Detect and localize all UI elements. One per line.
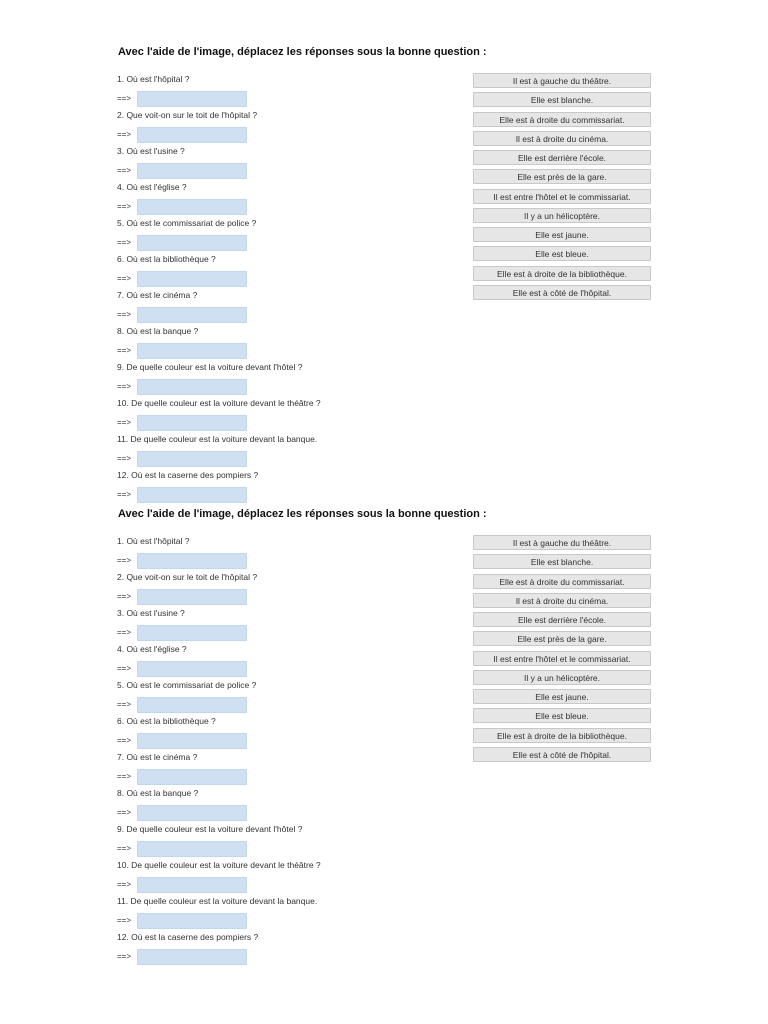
answer-chip[interactable]: Il y a un hélicoptère. (473, 208, 651, 223)
arrow-marker: ==> (117, 418, 132, 427)
question-10 (117, 398, 457, 434)
question-3 (117, 608, 457, 644)
answer-dropzone[interactable] (137, 451, 247, 467)
arrow-marker: ==> (117, 592, 132, 601)
answer-dropzone[interactable] (137, 343, 247, 359)
answer-dropzone[interactable] (137, 307, 247, 323)
question-6 (117, 716, 457, 752)
answer-chip[interactable]: Elle est blanche. (473, 92, 651, 107)
question-2 (117, 572, 457, 608)
arrow-marker: ==> (117, 490, 132, 499)
question-text: 3. Où est l'usine ? (117, 146, 185, 156)
question-text: 7. Où est le cinéma ? (117, 752, 198, 762)
question-1 (117, 536, 457, 572)
question-5 (117, 218, 457, 254)
arrow-marker: ==> (117, 238, 132, 247)
answer-chip[interactable]: Elle est jaune. (473, 689, 651, 704)
question-text: 6. Où est la bibliothèque ? (117, 254, 216, 264)
question-text: 9. De quelle couleur est la voiture devant l'hôtel ? (117, 362, 303, 372)
answer-dropzone[interactable] (137, 877, 247, 893)
question-7 (117, 290, 457, 326)
question-text: 2. Que voit-on sur le toit de l'hôpital ? (117, 572, 258, 582)
arrow-marker: ==> (117, 952, 132, 961)
question-3 (117, 146, 457, 182)
question-text: 9. De quelle couleur est la voiture devant l'hôtel ? (117, 824, 303, 834)
arrow-marker: ==> (117, 700, 132, 709)
question-text: 12. Où est la caserne des pompiers ? (117, 932, 259, 942)
arrow-marker: ==> (117, 916, 132, 925)
question-text: 2. Que voit-on sur le toit de l'hôpital ? (117, 110, 258, 120)
question-text: 3. Où est l'usine ? (117, 608, 185, 618)
answer-chip[interactable]: Il y a un hélicoptère. (473, 670, 651, 685)
arrow-marker: ==> (117, 808, 132, 817)
arrow-marker: ==> (117, 94, 132, 103)
answer-dropzone[interactable] (137, 589, 247, 605)
answer-dropzone[interactable] (137, 163, 247, 179)
question-4 (117, 644, 457, 680)
question-1 (117, 74, 457, 110)
arrow-marker: ==> (117, 736, 132, 745)
arrow-marker: ==> (117, 880, 132, 889)
answer-chip[interactable]: Elle est bleue. (473, 246, 651, 261)
arrow-marker: ==> (117, 844, 132, 853)
answer-chip[interactable]: Elle est près de la gare. (473, 631, 651, 646)
instruction: Avec l'aide de l'image, déplacez les réponses sous la bonne question : (118, 508, 487, 520)
answer-dropzone[interactable] (137, 91, 247, 107)
arrow-marker: ==> (117, 454, 132, 463)
answer-chip[interactable]: Elle est derrière l'école. (473, 150, 651, 165)
answer-chip[interactable]: Elle est à droite de la bibliothèque. (473, 728, 651, 743)
answer-chip[interactable]: Elle est à côté de l'hôpital. (473, 747, 651, 762)
answer-dropzone[interactable] (137, 379, 247, 395)
question-text: 4. Où est l'église ? (117, 182, 187, 192)
answer-chip[interactable]: Elle est blanche. (473, 554, 651, 569)
answer-dropzone[interactable] (137, 733, 247, 749)
answer-chip[interactable]: Il est à droite du cinéma. (473, 593, 651, 608)
question-6 (117, 254, 457, 290)
answer-chip[interactable]: Il est entre l'hôtel et le commissariat. (473, 651, 651, 666)
question-list (117, 536, 457, 968)
answer-dropzone[interactable] (137, 235, 247, 251)
question-8 (117, 788, 457, 824)
arrow-marker: ==> (117, 166, 132, 175)
answer-dropzone[interactable] (137, 415, 247, 431)
question-5 (117, 680, 457, 716)
question-text: 7. Où est le cinéma ? (117, 290, 198, 300)
arrow-marker: ==> (117, 382, 132, 391)
question-text: 12. Où est la caserne des pompiers ? (117, 470, 259, 480)
arrow-marker: ==> (117, 664, 132, 673)
arrow-marker: ==> (117, 310, 132, 319)
arrow-marker: ==> (117, 772, 132, 781)
answer-dropzone[interactable] (137, 805, 247, 821)
answer-dropzone[interactable] (137, 487, 247, 503)
answer-chip[interactable]: Elle est jaune. (473, 227, 651, 242)
answer-bank (473, 73, 651, 304)
question-8 (117, 326, 457, 362)
question-12 (117, 932, 457, 968)
answer-bank (473, 535, 651, 766)
answer-chip[interactable]: Il est entre l'hôtel et le commissariat. (473, 189, 651, 204)
question-text: 10. De quelle couleur est la voiture devant le théâtre ? (117, 398, 321, 408)
arrow-marker: ==> (117, 202, 132, 211)
answer-dropzone[interactable] (137, 697, 247, 713)
answer-dropzone[interactable] (137, 769, 247, 785)
arrow-marker: ==> (117, 346, 132, 355)
question-text: 4. Où est l'église ? (117, 644, 187, 654)
answer-chip[interactable]: Elle est près de la gare. (473, 169, 651, 184)
instruction: Avec l'aide de l'image, déplacez les réponses sous la bonne question : (118, 46, 487, 58)
answer-dropzone[interactable] (137, 625, 247, 641)
question-11 (117, 896, 457, 932)
answer-dropzone[interactable] (137, 841, 247, 857)
question-4 (117, 182, 457, 218)
question-list (117, 74, 457, 506)
question-text: 11. De quelle couleur est la voiture devant la banque. (117, 434, 318, 444)
question-2 (117, 110, 457, 146)
answer-chip[interactable]: Elle est à droite du commissariat. (473, 574, 651, 589)
question-11 (117, 434, 457, 470)
answer-chip[interactable]: Elle est à droite de la bibliothèque. (473, 266, 651, 281)
answer-chip[interactable]: Elle est derrière l'école. (473, 612, 651, 627)
answer-dropzone[interactable] (137, 949, 247, 965)
question-10 (117, 860, 457, 896)
answer-dropzone[interactable] (137, 661, 247, 677)
arrow-marker: ==> (117, 130, 132, 139)
question-9 (117, 362, 457, 398)
question-text: 5. Où est le commissariat de police ? (117, 218, 257, 228)
answer-chip[interactable]: Elle est bleue. (473, 708, 651, 723)
question-9 (117, 824, 457, 860)
answer-chip[interactable]: Il est à gauche du théâtre. (473, 73, 651, 88)
question-text: 1. Où est l'hôpital ? (117, 536, 190, 546)
answer-dropzone[interactable] (137, 913, 247, 929)
arrow-marker: ==> (117, 556, 132, 565)
question-text: 1. Où est l'hôpital ? (117, 74, 190, 84)
question-7 (117, 752, 457, 788)
question-text: 10. De quelle couleur est la voiture devant le théâtre ? (117, 860, 321, 870)
answer-chip[interactable]: Il est à droite du cinéma. (473, 131, 651, 146)
question-text: 8. Où est la banque ? (117, 326, 199, 336)
answer-dropzone[interactable] (137, 127, 247, 143)
arrow-marker: ==> (117, 628, 132, 637)
answer-dropzone[interactable] (137, 553, 247, 569)
answer-dropzone[interactable] (137, 199, 247, 215)
answer-dropzone[interactable] (137, 271, 247, 287)
question-text: 5. Où est le commissariat de police ? (117, 680, 257, 690)
answer-chip[interactable]: Elle est à droite du commissariat. (473, 112, 651, 127)
question-text: 8. Où est la banque ? (117, 788, 199, 798)
answer-chip[interactable]: Il est à gauche du théâtre. (473, 535, 651, 550)
question-text: 6. Où est la bibliothèque ? (117, 716, 216, 726)
question-12 (117, 470, 457, 506)
answer-chip[interactable]: Elle est à côté de l'hôpital. (473, 285, 651, 300)
arrow-marker: ==> (117, 274, 132, 283)
question-text: 11. De quelle couleur est la voiture devant la banque. (117, 896, 318, 906)
